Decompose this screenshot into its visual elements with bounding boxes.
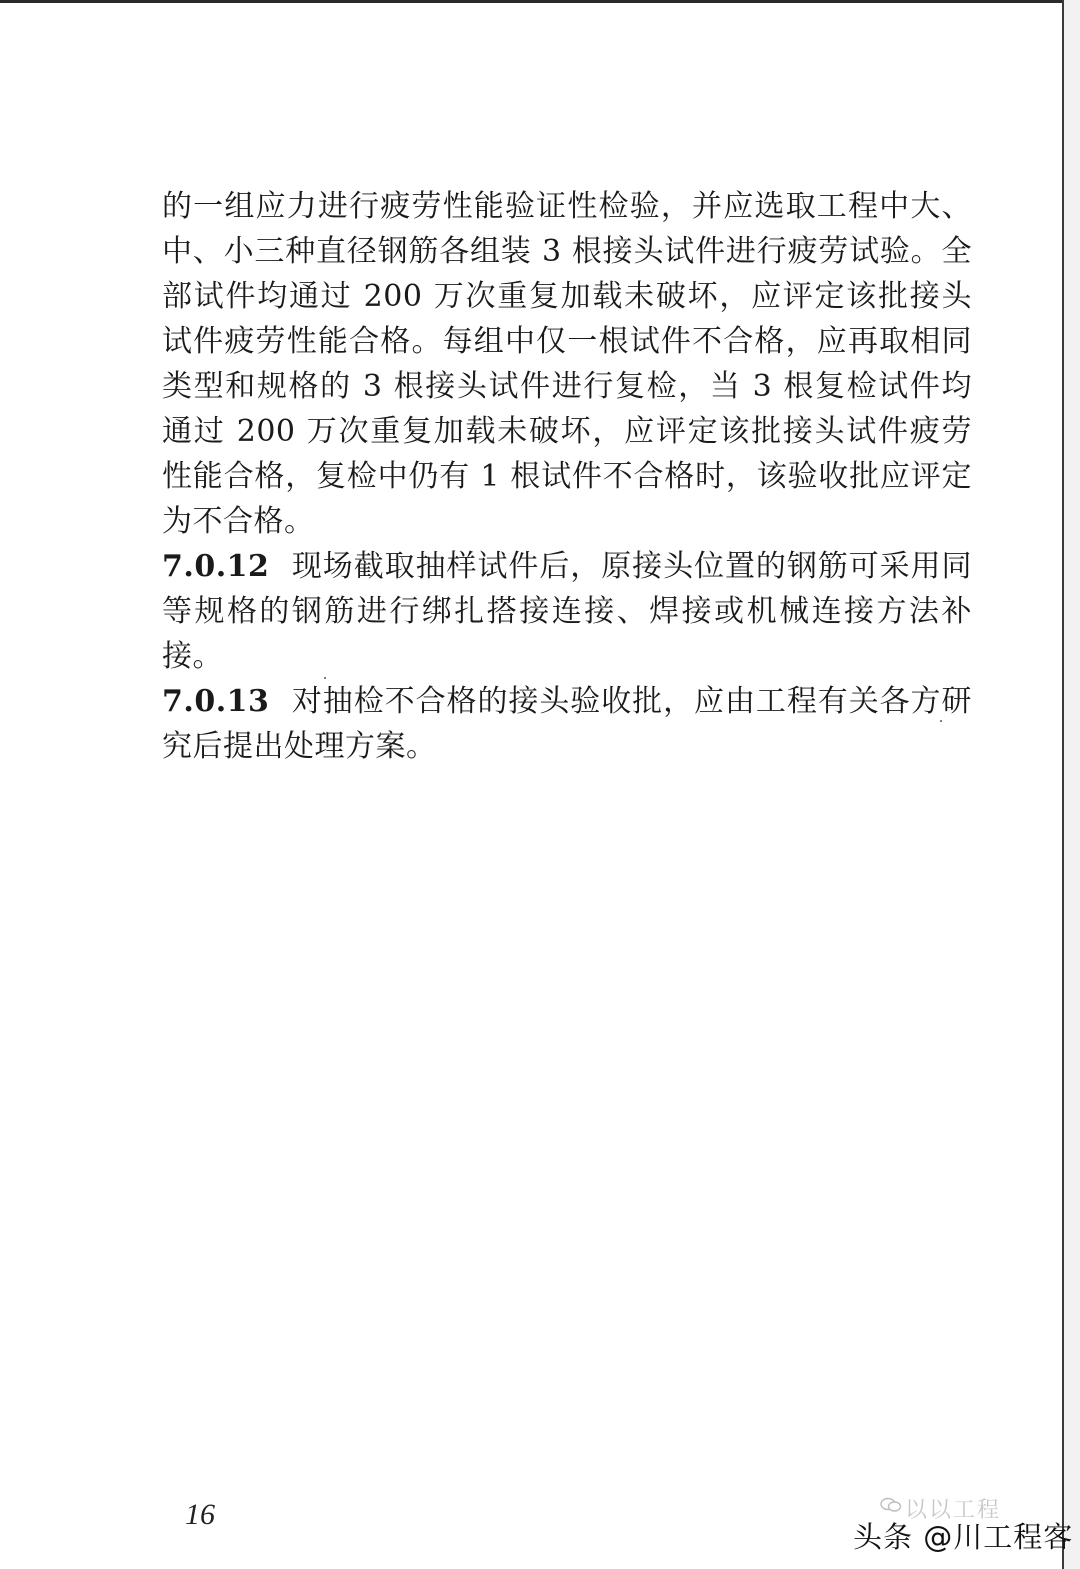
watermark-faint: 以以工程: [905, 1498, 1002, 1523]
scan-speck: [940, 720, 942, 722]
clause-number: 7.0.12: [162, 549, 270, 584]
watermark: 头条 @川工程客: [853, 1520, 1074, 1554]
scan-speck: [324, 677, 326, 679]
paragraph-continuation: [162, 184, 972, 544]
clause-number: 7.0.13: [162, 684, 270, 719]
paragraph-text: 的一组应力进行疲劳性能验证性检验，并应选取工程中大、中、小三种直径钢筋各组装 3 根接头试件进行疲劳试验。全部试件均通过 200 万次重复加载未破坏，应评定该批接头试件疲劳性能合格。每组中仅一根试件不合格，应再取相同类型和规格的 3 根接头试件进行复检，当 3 根复检试件均通过 200 万次重复加载未破坏，应评定该批接头试件疲劳性能合格，复检中仍有 1 根试件不合格时，该验收批应评定为不合格。: [162, 189, 972, 539]
page-right-edge: [1064, 0, 1080, 1569]
clause-7-0-12: [162, 544, 972, 679]
wechat-icon: [880, 1497, 902, 1513]
page-top-border: [0, 0, 1064, 3]
page-number: 16: [185, 1498, 215, 1531]
clause-7-0-13: [162, 679, 972, 769]
body-text: [162, 184, 972, 769]
clause-text: 现场截取抽样试件后，原接头位置的钢筋可采用同等规格的钢筋进行绑扎搭接连接、焊接或机械连接方法补接。: [162, 549, 972, 674]
clause-text: 对抽检不合格的接头验收批，应由工程有关各方研究后提出处理方案。: [162, 684, 972, 764]
